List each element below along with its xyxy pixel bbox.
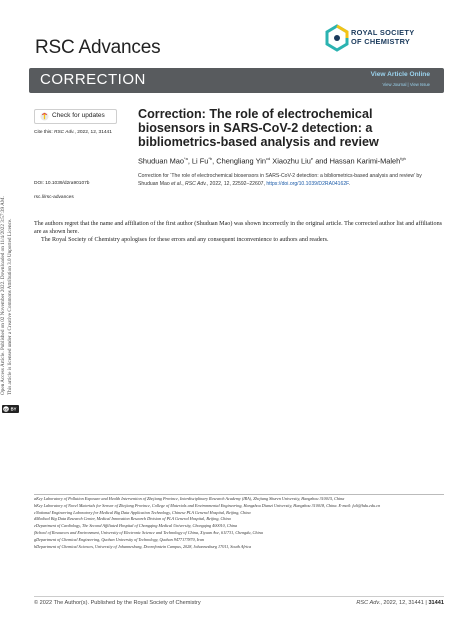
footer-divider xyxy=(34,596,444,597)
original-article-doi-link[interactable]: https://doi.org/10.1039/D2RA04162F xyxy=(266,180,349,187)
rsc-advances-link[interactable]: rsc.li/rsc-advances xyxy=(34,195,74,200)
check-updates-label: Check for updates xyxy=(52,112,105,119)
affiliation: bKey Laboratory of Novel Materials for Sensor of Zhejiang Province, College of Materials and Environmental Engineering, Hangzhou Dianzi University, Hangzhou 310018, China. E-mail: fuli@hdu.edu.cn xyxy=(34,502,381,508)
affiliations-list xyxy=(34,496,444,550)
affiliations-divider xyxy=(34,494,444,495)
affiliation: dMedical Big Data Research Center, Medical Innovation Research Division of PLA General Hospital, Beijing, China xyxy=(34,516,231,522)
affiliation: gDepartment of Chemical Engineering, Quchan University of Technology, Quchan 9477177870, Iran xyxy=(34,536,204,542)
doi-text[interactable]: DOI: 10.1039/d2ra90107b xyxy=(34,181,90,186)
author-list: Shuduan Mao$^{*a}$, Li Fu$^{*b}$, Chengliang Yin$^{cd}$ Xiaozhu Liu$^e$ and Hassan Karimi-Maleh$^{fgh}$ xyxy=(138,156,406,166)
body-paragraph: The Royal Society of Chemistry apologises for these errors and any consequent inconvenience to authors and readers. xyxy=(41,237,329,243)
open-access-notice xyxy=(0,120,22,395)
footer-citation: RSC Adv., 2022, 12, 31441 | 31441 xyxy=(356,600,444,606)
logo-line-1: ROYAL SOCIETY xyxy=(351,28,415,37)
author-name: Chengliang Yin xyxy=(216,156,266,166)
affiliation: hDepartment of Chemical Sciences, University of Johannesburg, Doornfontein Campus, 2028, Johannesburg 17011, South Africa xyxy=(34,543,252,549)
cc-license-badge[interactable] xyxy=(2,400,19,412)
affiliation: aKey Laboratory of Pollution Exposure and Health Intervention of Zhejiang Province, Interdisciplinary Research Academy (IRA), Zhejiang Shuren University, Hangzhou 310015, China xyxy=(34,496,345,501)
cc-by-icon xyxy=(2,405,19,413)
body-paragraph: The authors regret that the name and affiliation of the first author (Shuduan Mao) was shown incorrectly in the original article. The corrected author list and affiliations are as shown here. xyxy=(34,221,442,235)
correction-for-text: Correction for ‘The role of electrochemical biosensors in SARS-CoV-2 detection: a bibliometrics-based analysis and review’ by Shuduan Mao et al., RSC Adv., 2022, 12, 22592–22607, https://doi.org/10.1039/D2RA04162F. xyxy=(138,173,422,187)
correction-banner xyxy=(29,68,444,93)
cite-this: Cite this: RSC Adv., 2022, 12, 31441 xyxy=(34,130,112,135)
view-article-online-link[interactable]: View Article Online xyxy=(370,71,430,78)
article-title: Correction: The role of electrochemical biosensors in SARS-CoV-2 detection: a bibliometrics-based analysis and review xyxy=(138,107,379,149)
author-name: Xiaozhu Liu xyxy=(272,156,311,166)
view-journal-issue-links[interactable]: View Journal | View Issue xyxy=(382,82,430,87)
footer-copyright: © 2022 The Author(s). Published by the Royal Society of Chemistry xyxy=(34,600,201,606)
check-updates-icon xyxy=(40,112,49,121)
author-name: Hassan Karimi-Maleh xyxy=(329,156,401,166)
affiliation: eDepartment of Cardiology, The Second Affiliated Hospital of Chongqing Medical University, Chongqing 400010, China xyxy=(34,523,238,529)
correction-body xyxy=(34,220,444,244)
rsc-logo-icon xyxy=(325,24,349,54)
page-number: 31441 xyxy=(428,600,444,606)
open-access-line-2[interactable]: This article is licensed under a Creative Commons Attribution 3.0 Unported Licence. xyxy=(7,218,13,395)
open-access-line-1[interactable]: Open Access Article. Published on 02 November 2022. Downloaded on 11/4/2022 3:57:39 AM. xyxy=(0,196,6,395)
logo-line-2: OF CHEMISTRY xyxy=(351,37,411,46)
svg-text:BY: BY xyxy=(10,406,17,412)
affiliation: cNational Engineering Laboratory for Medical Big Data Application Technology, Chinese PLA General Hospital, Beijing, China xyxy=(34,509,251,515)
author-name: Li Fu xyxy=(191,156,209,166)
affiliation: fSchool of Resources and Environment, University of Electronic Science and Technology of China, Xiyuan Ave, 611731, Chengdu, China xyxy=(34,529,263,535)
rsc-logo[interactable] xyxy=(325,24,443,54)
check-for-updates-button[interactable] xyxy=(34,109,117,124)
banner-label: CORRECTION xyxy=(40,71,146,88)
svg-text:cc: cc xyxy=(4,407,8,412)
journal-title: RSC Advances xyxy=(35,37,161,58)
author-name: Shuduan Mao xyxy=(138,156,185,166)
